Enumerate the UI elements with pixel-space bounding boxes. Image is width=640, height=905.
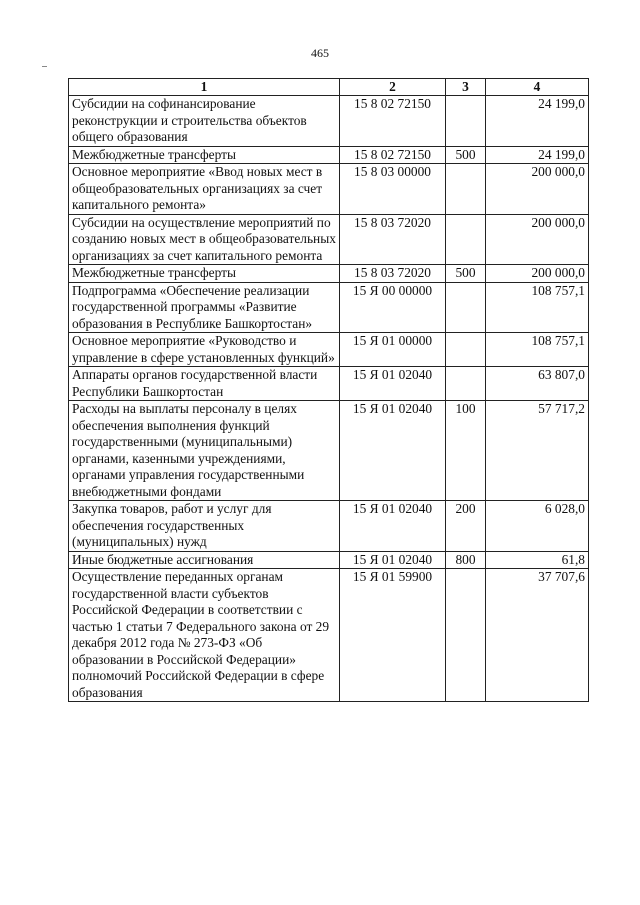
row-code: 15 Я 01 59900 <box>340 569 446 702</box>
row-amount: 108 757,1 <box>486 333 589 367</box>
row-code: 15 8 03 00000 <box>340 164 446 215</box>
table-row <box>69 146 589 164</box>
row-code: 15 8 03 72020 <box>340 214 446 265</box>
row-name: Субсидии на осуществление мероприятий по созданию новых мест в общеобразовательных организациях за счет капитального ремонта <box>69 214 340 265</box>
table-row <box>69 569 589 702</box>
row-amount: 200 000,0 <box>486 164 589 215</box>
scan-mark <box>42 66 47 67</box>
row-amount: 200 000,0 <box>486 214 589 265</box>
row-amount: 24 199,0 <box>486 96 589 147</box>
table-row <box>69 501 589 552</box>
table-row <box>69 96 589 147</box>
row-type <box>446 367 486 401</box>
table-row <box>69 401 589 501</box>
row-type <box>446 214 486 265</box>
table-row <box>69 164 589 215</box>
row-code: 15 8 02 72150 <box>340 96 446 147</box>
row-code: 15 Я 00 00000 <box>340 282 446 333</box>
row-amount: 37 707,6 <box>486 569 589 702</box>
row-name: Подпрограмма «Обеспечение реализации государственной программы «Развитие образования в Республике Башкортостан» <box>69 282 340 333</box>
row-code: 15 8 03 72020 <box>340 265 446 283</box>
table-row <box>69 333 589 367</box>
row-amount: 200 000,0 <box>486 265 589 283</box>
row-type <box>446 96 486 147</box>
column-header-amount: 4 <box>486 79 589 96</box>
row-name: Межбюджетные трансферты <box>69 146 340 164</box>
row-type: 500 <box>446 146 486 164</box>
row-amount: 61,8 <box>486 551 589 569</box>
row-type <box>446 164 486 215</box>
table-row <box>69 214 589 265</box>
column-header-code: 2 <box>340 79 446 96</box>
table-row <box>69 282 589 333</box>
column-header-name: 1 <box>69 79 340 96</box>
row-type: 500 <box>446 265 486 283</box>
row-code: 15 8 02 72150 <box>340 146 446 164</box>
row-type <box>446 569 486 702</box>
row-type <box>446 333 486 367</box>
page-number: 465 <box>311 46 329 60</box>
row-type: 800 <box>446 551 486 569</box>
row-name: Закупка товаров, работ и услуг для обеспечения государственных (муниципальных) нужд <box>69 501 340 552</box>
row-type: 100 <box>446 401 486 501</box>
row-name: Межбюджетные трансферты <box>69 265 340 283</box>
row-amount: 24 199,0 <box>486 146 589 164</box>
row-code: 15 Я 01 02040 <box>340 367 446 401</box>
row-amount: 57 717,2 <box>486 401 589 501</box>
row-name: Осуществление переданных органам государственной власти субъектов Российской Федерации в соответствии с частью 1 статьи 7 Федерального закона от 29 декабря 2012 года № 273-ФЗ «Об образовании в Российской Федерации» полномочий Российской Федерации в сфере образования <box>69 569 340 702</box>
row-code: 15 Я 01 02040 <box>340 551 446 569</box>
row-name: Расходы на выплаты персоналу в целях обеспечения выполнения функций государственными (муниципальными) органами, казенными учреждениями, органами управления государственными внебюджетными фондами <box>69 401 340 501</box>
table-row <box>69 265 589 283</box>
row-amount: 6 028,0 <box>486 501 589 552</box>
row-name: Основное мероприятие «Руководство и управление в сфере установленных функций» <box>69 333 340 367</box>
budget-table <box>68 78 589 702</box>
table-header-row <box>69 79 589 96</box>
row-name: Аппараты органов государственной власти Республики Башкортостан <box>69 367 340 401</box>
row-amount: 63 807,0 <box>486 367 589 401</box>
row-amount: 108 757,1 <box>486 282 589 333</box>
table-row <box>69 367 589 401</box>
row-name: Субсидии на софинансирование реконструкции и строительства объектов общего образования <box>69 96 340 147</box>
row-name: Иные бюджетные ассигнования <box>69 551 340 569</box>
row-type: 200 <box>446 501 486 552</box>
row-code: 15 Я 01 00000 <box>340 333 446 367</box>
column-header-type: 3 <box>446 79 486 96</box>
row-code: 15 Я 01 02040 <box>340 501 446 552</box>
row-code: 15 Я 01 02040 <box>340 401 446 501</box>
table-row <box>69 551 589 569</box>
row-type <box>446 282 486 333</box>
row-name: Основное мероприятие «Ввод новых мест в общеобразовательных организациях за счет капитального ремонта» <box>69 164 340 215</box>
